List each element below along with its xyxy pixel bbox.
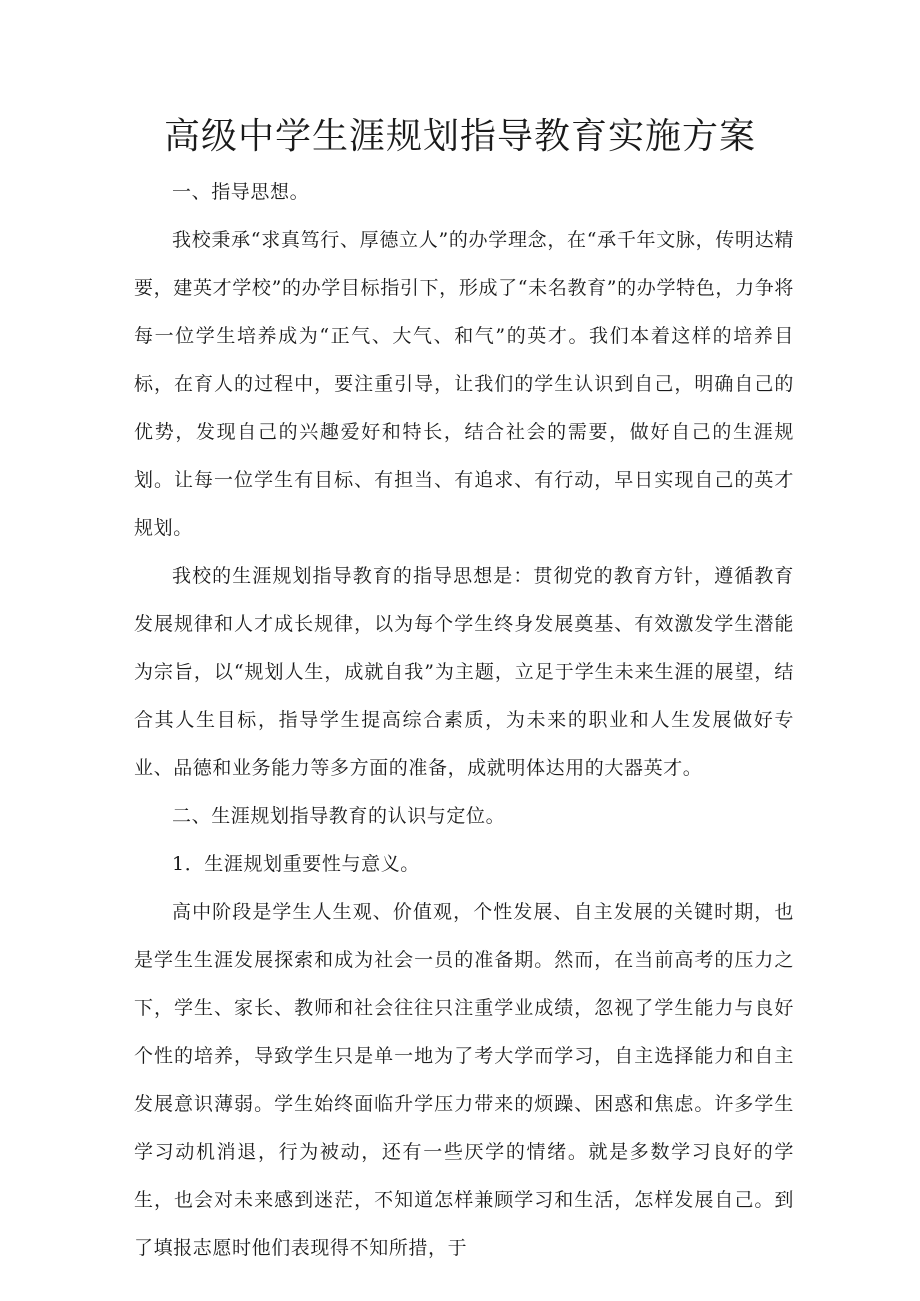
subsection-heading-importance: 1．生涯规划重要性与意义。: [172, 853, 420, 875]
section-heading-understanding: 二、生涯规划指导教育的认识与定位。: [172, 805, 506, 827]
paragraph-school-philosophy: 我校秉承“求真笃行、厚德立人”的办学理念，在“承千年文脉，传明达精要，建英才学校”的办学目标指引下，形成了“未名教育”的办学特色，力争将每一位学生培养成为“正气、大气、和气”的英才。我们本着这样的培养目标，在育人的过程中，要注重引导，让我们的学生认识到自己，明确自己的优势，发现自己的兴趣爱好和特长，结合社会的需要，做好自己的生涯规划。让每一位学生有目标、有担当、有追求、有行动，早日实现自己的英才规划。: [134, 229, 794, 539]
paragraph-guiding-principle: 我校的生涯规划指导教育的指导思想是：贯彻党的教育方针，遵循教育发展规律和人才成长规律，以为每个学生终身发展奠基、有效激发学生潜能为宗旨，以“规划人生，成就自我”为主题，立足于学生未来生涯的展望，结合其人生目标，指导学生提高综合素质，为未来的职业和人生发展做好专业、品德和业务能力等多方面的准备，成就明体达用的大器英才。: [134, 565, 794, 779]
document-body: [134, 168, 794, 1272]
section-heading-guiding-thought: 一、指导思想。: [172, 181, 310, 203]
document-title: 高级中学生涯规划指导教育实施方案: [163, 116, 756, 157]
paragraph-high-school-stage: 高中阶段是学生人生观、价值观，个性发展、自主发展的关键时期，也是学生生涯发展探索和成为社会一员的准备期。然而，在当前高考的压力之下，学生、家长、教师和社会往往只注重学业成绩，忽视了学生能力与良好个性的培养，导致学生只是单一地为了考大学而学习，自主选择能力和自主发展意识薄弱。学生始终面临升学压力带来的烦躁、困惑和焦虑。许多学生学习动机消退，行为被动，还有一些厌学的情绪。就是多数学习良好的学生，也会对未来感到迷茫，不知道怎样兼顾学习和生活，怎样发展自己。到了填报志愿时他们表现得不知所措，于: [134, 901, 794, 1259]
